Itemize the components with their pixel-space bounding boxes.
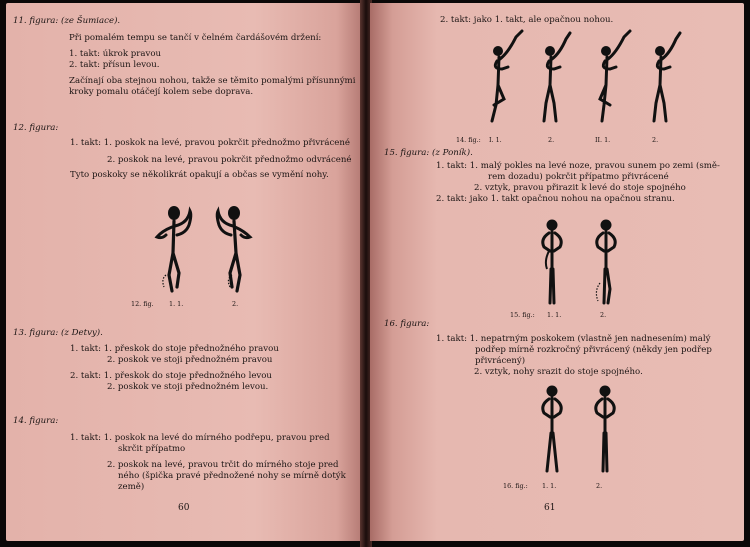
figure-13-line-3: 2. takt: 1. přeskok do stoje přednožného levou — [70, 371, 272, 381]
figure-11-desc-2: kroky pomalu otáčejí kolem sebe doprava. — [69, 87, 254, 97]
figure-14-caption-a: I. 1. — [489, 136, 502, 144]
figure-14-caption-b: 2. — [548, 136, 555, 144]
figure-16-dancer-1 — [532, 383, 572, 475]
figure-15-caption-a: 1. 1. — [547, 311, 562, 319]
figure-14-dancer-3 — [586, 25, 636, 125]
figure-14-caption-c: II. 1. — [595, 136, 611, 144]
figure-16-caption-b: 2. — [596, 482, 603, 490]
figure-13-line-1: 1. takt: 1. přeskok do stoje přednožného pravou — [70, 344, 279, 354]
figure-12-dancer-2 — [206, 203, 266, 293]
page-number-right: 61 — [544, 503, 556, 513]
figure-16-line-1: 1. takt: 1. nepatrným poskokem (vlastně jen nadnesením) malý — [436, 334, 711, 344]
right-page — [370, 3, 744, 541]
figure-11-intro: Při pomalém tempu se tančí v čelném čardášovém držení: — [69, 33, 322, 43]
figure-14-dancer-4 — [640, 25, 690, 125]
figure-12-caption-label: 12. fig. — [131, 300, 154, 308]
page-number-left: 60 — [178, 503, 190, 513]
figure-12-line-3: Tyto poskoky se několikrát opakují a občas se vymění nohy. — [70, 170, 329, 180]
figure-14-line-5: země) — [118, 482, 145, 492]
figure-14-dancer-1 — [478, 25, 528, 125]
figure-12-caption-a: 1. 1. — [169, 300, 184, 308]
figure-11-heading: 11. figura: (ze Šumiace). — [13, 16, 121, 26]
figure-14-line-3: 2. poskok na levé, pravou trčit do mírného stoje pred — [107, 460, 339, 470]
figure-16-caption-label: 16. fig.: — [503, 482, 528, 490]
figure-15-dancer-1 — [532, 217, 572, 307]
figure-15-line-1: 1. takt: 1. malý pokles na levé noze, pravou sunem po zemi (smě- — [436, 161, 720, 171]
figure-16-line-4: 2. vztyk, nohy srazit do stoje spojného. — [474, 367, 643, 377]
figure-16-line-3: přivrácený) — [475, 356, 526, 366]
figure-15-line-4: 2. takt: jako 1. takt opačnou nohou na opačnou stranu. — [436, 194, 675, 204]
figure-13-line-4: 2. poskok ve stoji přednožném levou. — [107, 382, 269, 392]
figure-14-line-1: 1. takt: 1. poskok na levé do mírného podřepu, pravou pred — [70, 433, 330, 443]
figure-14-line-4: ného (špička pravé přednožené nohy se mírně dotýk — [118, 471, 346, 481]
figure-12-line-2: 2. poskok na levé, pravou pokrčit přednožmo odvrácené — [107, 155, 352, 165]
figure-14-caption-d: 2. — [652, 136, 659, 144]
figure-16-caption-a: 1. 1. — [542, 482, 557, 490]
figure-12-line-1: 1. takt: 1. poskok na levé, pravou pokrčit přednožmo přivrácené — [70, 138, 350, 148]
figure-15-line-3: 2. vztyk, pravou přirazit k levé do stoje spojného — [474, 183, 686, 193]
figure-12-dancer-1 — [144, 203, 204, 293]
figure-16-heading: 16. figura: — [384, 319, 430, 329]
figure-16-line-2: podřep mírně rozkročný přivrácený (někdy jen podřep — [475, 345, 712, 355]
figure-15-dancer-2 — [586, 217, 626, 307]
figure-16-dancer-2 — [585, 383, 625, 475]
figure-14-heading: 14. figura: — [13, 416, 59, 426]
figure-15-caption-b: 2. — [600, 311, 607, 319]
figure-14-caption-label: 14. fig.: — [456, 136, 481, 144]
figure-13-line-2: 2. poskok ve stoji přednožném pravou — [107, 355, 273, 365]
figure-15-line-2: rem dozadu) pokrčit přípatmo přivrácené — [488, 172, 669, 182]
figure-15-heading: 15. figura: (z Poník). — [384, 148, 473, 158]
figure-11-takt-1: 1. takt: úkrok pravou — [69, 49, 162, 59]
figure-11-takt-2: 2. takt: přísun levou. — [69, 60, 160, 70]
figure-12-heading: 12. figura: — [13, 123, 59, 133]
figure-13-right-takt-2: 2. takt: jako 1. takt, ale opačnou nohou. — [440, 15, 614, 25]
figure-12-caption-b: 2. — [232, 300, 239, 308]
figure-11-desc-1: Začínají oba stejnou nohou, takže se těmito pomalými přísunnými — [69, 76, 356, 86]
left-page — [6, 3, 362, 541]
figure-14-dancer-2 — [530, 25, 580, 125]
figure-13-heading: 13. figura: (z Detvy). — [13, 328, 103, 338]
figure-14-line-2: skrčit přípatmo — [118, 444, 186, 454]
figure-15-caption-label: 15. fig.: — [510, 311, 535, 319]
